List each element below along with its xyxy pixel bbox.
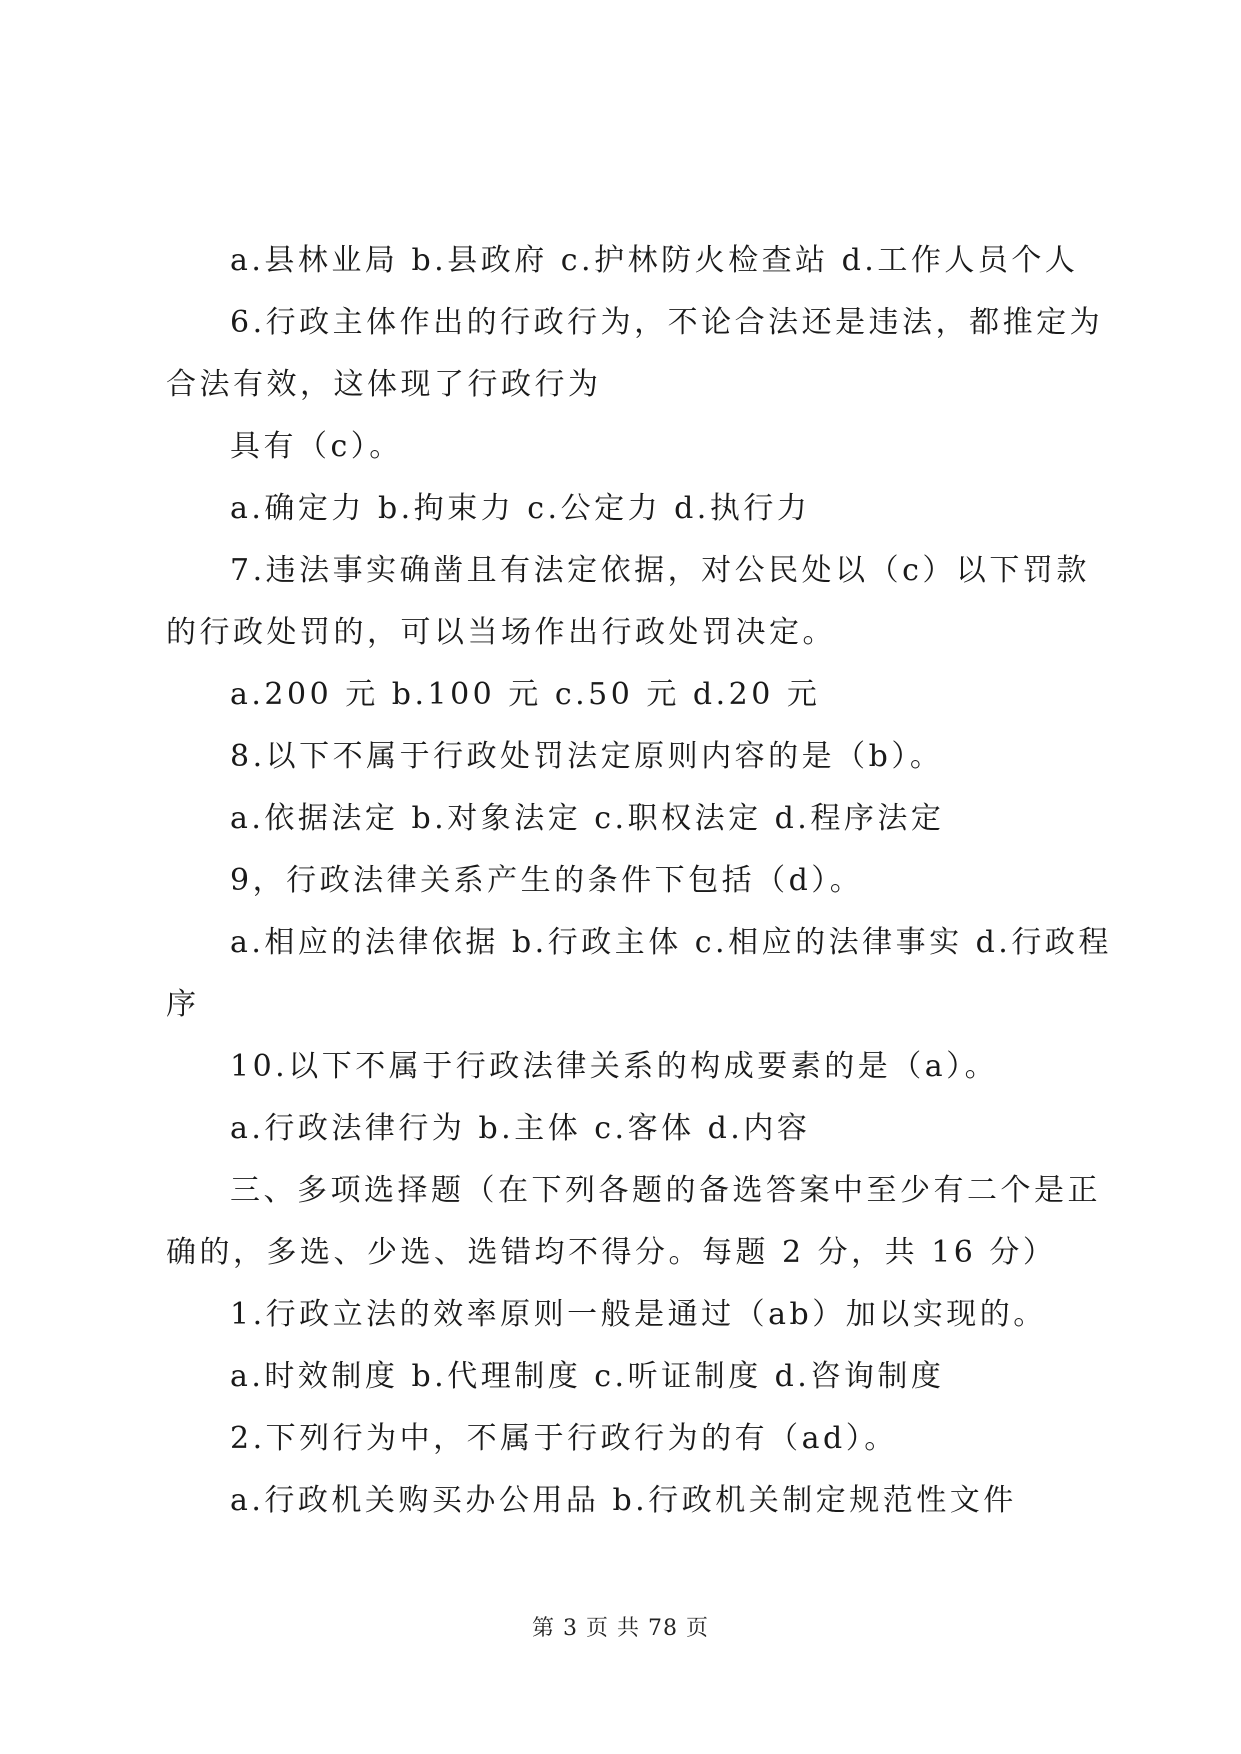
text-line: 10.以下不属于行政法律关系的构成要素的是（a）。 bbox=[230, 1049, 999, 1084]
text-line: a.依据法定 b.对象法定 c.职权法定 d.程序法定 bbox=[230, 801, 945, 836]
text-line: a.行政法律行为 b.主体 c.客体 d.内容 bbox=[230, 1111, 811, 1146]
text-line: 的行政处罚的，可以当场作出行政处罚决定。 bbox=[166, 615, 836, 650]
section-heading: 三、多项选择题（在下列各题的备选答案中至少有二个是正 bbox=[230, 1173, 1101, 1208]
text-line: a.时效制度 b.代理制度 c.听证制度 d.咨询制度 bbox=[230, 1359, 945, 1394]
text-line: 9，行政法律关系产生的条件下包括（d）。 bbox=[230, 863, 864, 898]
text-line: 7.违法事实确凿且有法定依据，对公民处以（c）以下罚款 bbox=[230, 553, 1090, 588]
text-line: 具有（c）。 bbox=[230, 429, 403, 464]
page-number-footer: 第 3 页 共 78 页 bbox=[532, 1616, 709, 1641]
text-line: a.确定力 b.拘束力 c.公定力 d.执行力 bbox=[230, 491, 811, 526]
text-line: 2.下列行为中，不属于行政行为的有（ad）。 bbox=[230, 1421, 898, 1456]
text-line: 1.行政立法的效率原则一般是通过（ab）加以实现的。 bbox=[230, 1297, 1047, 1332]
text-line: a.相应的法律依据 b.行政主体 c.相应的法律事实 d.行政程 bbox=[230, 925, 1112, 960]
text-line: 8.以下不属于行政处罚法定原则内容的是（b）。 bbox=[230, 739, 944, 774]
text-line: a.县林业局 b.县政府 c.护林防火检查站 d.工作人员个人 bbox=[230, 243, 1079, 278]
text-line: a.200 元 b.100 元 c.50 元 d.20 元 bbox=[230, 677, 821, 712]
text-line: a.行政机关购买办公用品 b.行政机关制定规范性文件 bbox=[230, 1483, 1017, 1518]
section-heading-continued: 确的，多选、少选、选错均不得分。每题 2 分，共 16 分） bbox=[166, 1235, 1057, 1270]
text-line: 6.行政主体作出的行政行为，不论合法还是违法，都推定为 bbox=[230, 305, 1104, 340]
text-line: 序 bbox=[166, 987, 200, 1022]
text-line: 合法有效，这体现了行政行为 bbox=[166, 367, 602, 402]
page-body bbox=[166, 230, 1112, 1532]
